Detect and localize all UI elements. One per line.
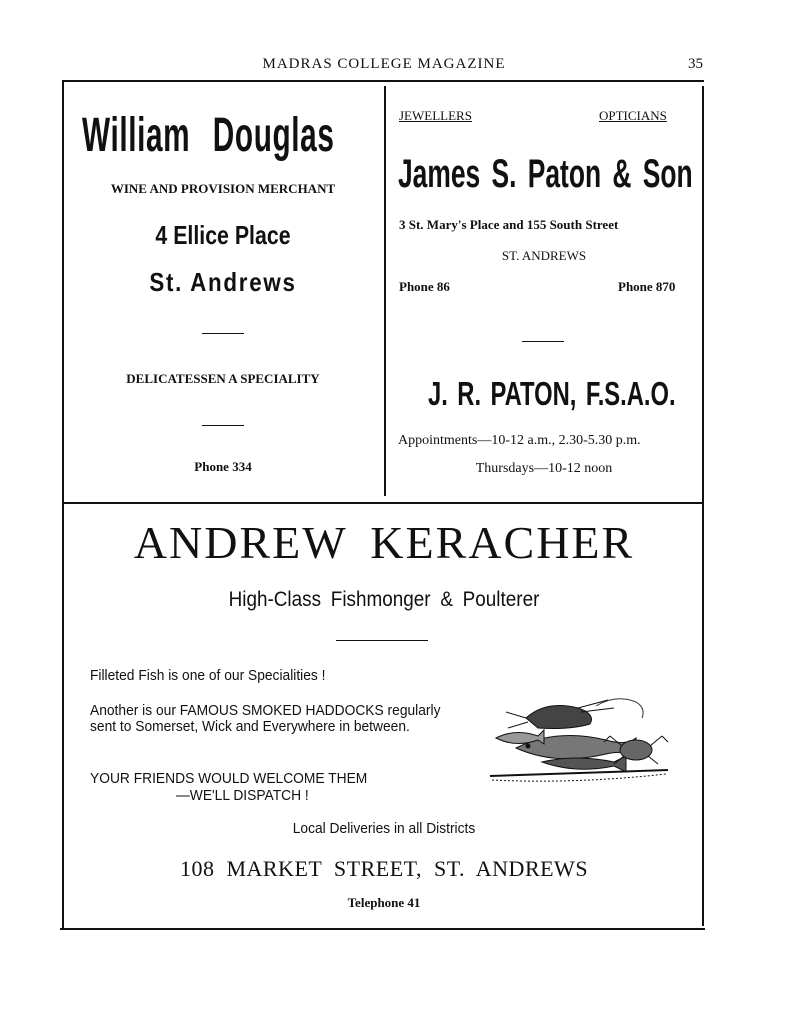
deliveries-line: Local Deliveries in all Districts	[292, 820, 476, 837]
short-divider	[336, 640, 428, 641]
trade-line: WINE AND PROVISION MERCHANT	[110, 181, 336, 196]
fish-crab-illustration	[486, 688, 671, 788]
thursday-hours: Thursdays—10-12 noon	[475, 461, 613, 476]
optician-name: J. R. PATON, F.S.A.O.	[428, 375, 676, 412]
haddock-line: Another is our FAMOUS SMOKED HADDOCKS regularly sent to Somerset, Wick and Everywhere in between.	[90, 702, 441, 735]
dispatch-line: —WE'LL DISPATCH !	[176, 787, 309, 804]
page-number: 35	[688, 56, 703, 72]
middle-rule	[62, 502, 704, 504]
telephone-number: Telephone 41	[347, 895, 421, 910]
short-divider	[522, 341, 564, 342]
appointment-hours: Appointments—10-12 a.m., 2.30-5.30 p.m.	[398, 433, 641, 448]
speciality-line: Filleted Fish is one of our Specialities !	[90, 667, 326, 684]
advertiser-name: James S. Paton & Son	[398, 152, 693, 196]
trade-line: High-Class Fishmonger & Poulterer	[228, 588, 540, 611]
left-border	[62, 80, 64, 930]
advertiser-name: William Douglas	[82, 109, 335, 162]
phone-jewellers: Phone 86	[399, 279, 450, 294]
jewellers-label: JEWELLERS	[399, 108, 472, 123]
phone-opticians: Phone 870	[618, 279, 676, 294]
town: ST. ANDREWS	[501, 248, 587, 263]
street-address: 4 Ellice Place	[155, 220, 291, 250]
street-address: 3 St. Mary's Place and 155 South Street	[399, 217, 619, 232]
bottom-rule	[60, 928, 705, 930]
opticians-label: OPTICIANS	[599, 108, 667, 123]
magazine-title: MADRAS COLLEGE MAGAZINE	[262, 56, 506, 72]
advertiser-name: ANDREW KERACHER	[133, 517, 635, 568]
town: St. Andrews	[149, 267, 297, 297]
speciality-line: DELICATESSEN A SPECIALITY	[126, 371, 320, 386]
top-rule	[62, 80, 704, 82]
friends-line: YOUR FRIENDS WOULD WELCOME THEM	[90, 770, 368, 787]
phone-number: Phone 334	[194, 459, 252, 474]
right-border	[702, 86, 704, 926]
street-address: 108 MARKET STREET, ST. ANDREWS	[179, 856, 589, 881]
short-divider	[202, 425, 244, 426]
column-divider	[384, 86, 386, 496]
short-divider	[202, 333, 244, 334]
